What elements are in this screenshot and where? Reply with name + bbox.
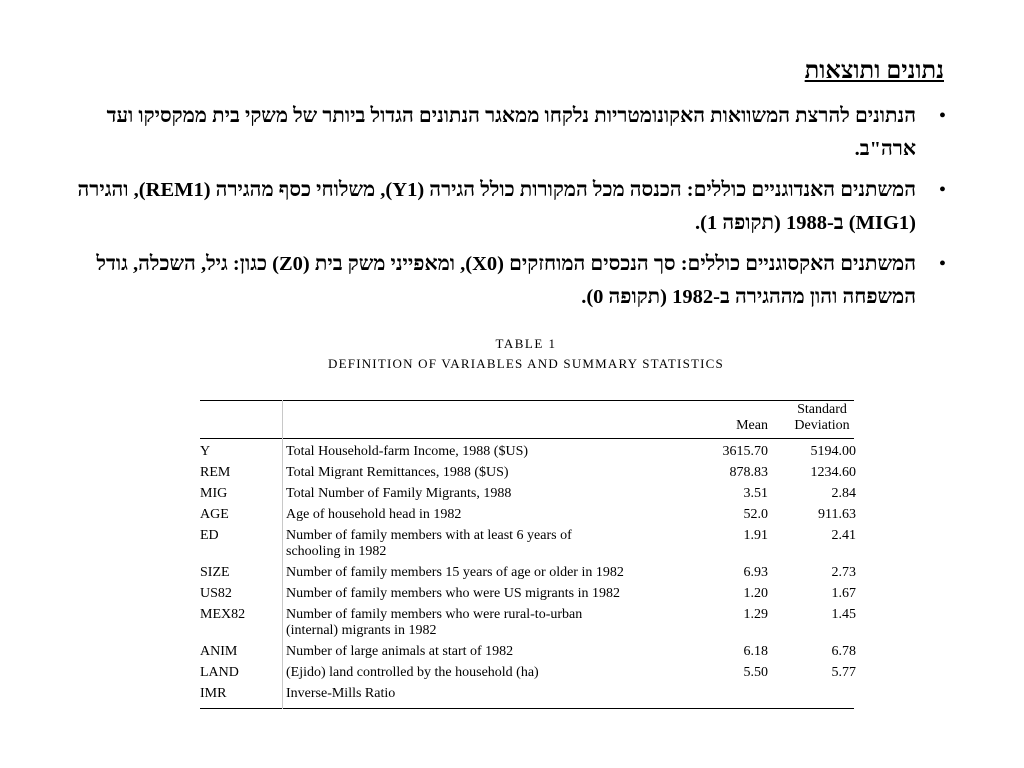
variable-cell: MEX82 (200, 607, 246, 622)
description-text-continued: schooling in 1982 (286, 544, 387, 559)
variable-cell: IMR (200, 686, 227, 701)
table-rule-bottom (200, 708, 854, 709)
header-variable (200, 401, 284, 438)
table-row (200, 439, 856, 463)
variable-cell: US82 (200, 586, 232, 601)
table-row (200, 505, 856, 526)
table-row (200, 684, 856, 708)
description-text: Inverse-Mills Ratio (286, 686, 396, 701)
statistics-table (200, 400, 854, 709)
bullet-text: המשתנים האנדוגניים כוללים: הכנסה מכל המקורות כולל הגירה (Y1), משלוחי כסף מהגירה (REM1), והגירה (MIG1) ב-1988 (תקופה 1). (77, 179, 916, 234)
description-text: Number of family members 15 years of age or older in 1982 (286, 565, 624, 580)
description-cell (284, 605, 706, 642)
variable-cell: Y (200, 444, 211, 459)
standard-deviation-cell: 911.63 (818, 507, 856, 522)
slide-title: נתונים ותוצאות (804, 58, 944, 84)
standard-deviation-cell: 2.41 (831, 528, 856, 543)
standard-deviation-cell: 1.67 (831, 586, 856, 601)
table-row (200, 605, 856, 642)
table-row (200, 484, 856, 505)
description-cell (284, 584, 706, 605)
description-text: Number of family members who were rural-to-urban (286, 607, 583, 622)
description-cell (284, 563, 706, 584)
description-cell (284, 484, 706, 505)
variable-cell: LAND (200, 665, 239, 680)
table-body (200, 439, 856, 708)
variable-cell: REM (200, 465, 231, 480)
mean-cell: 1.91 (743, 528, 768, 543)
table-header-row (200, 401, 866, 438)
description-text: Total Migrant Remittances, 1988 ($US) (286, 465, 509, 480)
column-divider (282, 400, 283, 709)
header-standard-deviation (768, 401, 866, 438)
standard-deviation-cell: 5.77 (831, 665, 856, 680)
description-cell (284, 439, 706, 463)
bullet-item (56, 100, 946, 166)
header-sd-line1: Standard (797, 402, 847, 417)
bullet-dot-icon: • (938, 253, 946, 275)
mean-cell: 1.20 (743, 586, 768, 601)
standard-deviation-cell: 2.84 (831, 486, 856, 501)
description-text: Number of family members who were US migrants in 1982 (286, 586, 620, 601)
description-cell (284, 684, 706, 708)
bullet-text: הנתונים להרצת המשוואות האקונומטריות נלקחו ממאגר הנתונים הגדול ביותר של משקי בית ממקסיקו ועד ארה"ב. (106, 105, 916, 160)
table-row (200, 463, 856, 484)
standard-deviation-cell: 1.45 (831, 607, 856, 622)
mean-cell: 6.18 (743, 644, 768, 659)
description-text: Age of household head in 1982 (286, 507, 462, 522)
standard-deviation-cell: 5194.00 (810, 444, 856, 459)
bullet-item (56, 248, 946, 314)
header-description (284, 401, 706, 438)
description-cell (284, 505, 706, 526)
description-cell (284, 463, 706, 484)
standard-deviation-cell: 2.73 (831, 565, 856, 580)
description-text: Total Number of Family Migrants, 1988 (286, 486, 512, 501)
description-text: Number of large animals at start of 1982 (286, 644, 514, 659)
description-cell (284, 663, 706, 684)
mean-cell (706, 684, 768, 708)
table-caption-title: DEFINITION OF VARIABLES AND SUMMARY STATISTICS (328, 356, 724, 371)
bullet-dot-icon: • (938, 105, 946, 127)
table-caption-number: TABLE 1 (495, 336, 557, 351)
bullet-item (56, 174, 946, 240)
table-row (200, 584, 856, 605)
description-cell (284, 526, 706, 563)
mean-cell: 3615.70 (722, 444, 768, 459)
mean-cell: 1.29 (743, 607, 768, 622)
mean-cell: 6.93 (743, 565, 768, 580)
variable-cell: AGE (200, 507, 229, 522)
mean-cell: 3.51 (743, 486, 768, 501)
variable-cell: ANIM (200, 644, 238, 659)
standard-deviation-cell: 1234.60 (810, 465, 856, 480)
table-row (200, 526, 856, 563)
table-row (200, 563, 856, 584)
standard-deviation-cell (768, 684, 856, 708)
bullet-text: המשתנים האקסוגניים כוללים: סך הנכסים המוחזקים (X0), ומאפייני משק בית (Z0) כגון: גיל, השכלה, גודל המשפחה והון מההגירה ב-1982 (תקופה 0). (96, 253, 916, 308)
variable-cell: ED (200, 528, 219, 543)
table-row (200, 663, 856, 684)
bullet-dot-icon: • (938, 179, 946, 201)
description-text: Total Household-farm Income, 1988 ($US) (286, 444, 529, 459)
standard-deviation-cell: 6.78 (831, 644, 856, 659)
variable-cell: SIZE (200, 565, 230, 580)
description-text: Number of family members with at least 6 years of (286, 528, 572, 543)
description-cell (284, 642, 706, 663)
description-text: (Ejido) land controlled by the household (ha) (286, 665, 539, 680)
header-mean: Mean (736, 418, 768, 433)
mean-cell: 878.83 (729, 465, 768, 480)
mean-cell: 52.0 (743, 507, 768, 522)
header-sd-line2: Deviation (794, 418, 850, 433)
variable-cell: MIG (200, 486, 228, 501)
description-text-continued: (internal) migrants in 1982 (286, 623, 437, 638)
mean-cell: 5.50 (743, 665, 768, 680)
table-row (200, 642, 856, 663)
bullet-list (56, 100, 946, 322)
